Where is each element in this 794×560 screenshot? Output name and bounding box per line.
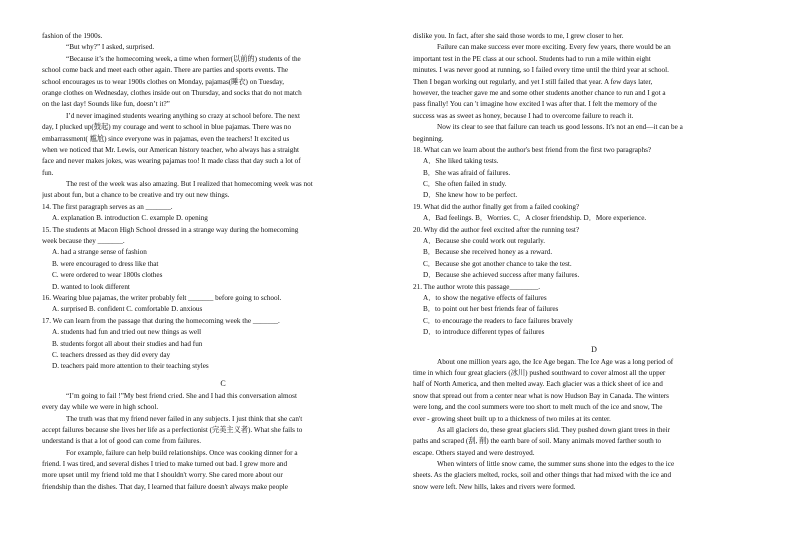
passage-line: About one million years ago, the Ice Age began. The Ice Age was a long period of xyxy=(437,357,674,366)
passage-line: however, the teacher gave me and some other students another chance to run and I got a xyxy=(413,88,666,97)
answer-option: A．She liked taking tests. xyxy=(423,157,499,166)
passage-line: Then I began working out regularly, and yet I still failed that year. A few days later, xyxy=(413,77,653,86)
answer-option: B．Because she received honey as a reward. xyxy=(423,248,553,257)
answer-option: D. wanted to look different xyxy=(52,282,130,291)
passage-line: embarrassment( 尴尬) since everyone was in pajamas, even the teachers! It excited us xyxy=(42,134,290,143)
passage-line: more upset until my friend told me that I shouldn't worry. She cared more about our xyxy=(42,471,283,480)
passage-line: accept failures because she lives her life as a perfectionist (完美主义者). What she fails to xyxy=(42,425,303,434)
answer-option: B. students forgot all about their studies and had fun xyxy=(52,339,203,348)
passage-line: The rest of the week was also amazing. But I realized that homecoming week was not xyxy=(66,180,313,189)
section-heading: C xyxy=(220,378,226,388)
passage-line: dislike you. In fact, after she said those words to me, I grew closer to her. xyxy=(413,32,624,40)
answer-option: A. surprised B. confident C. comfortable D. anxious xyxy=(52,305,203,314)
passage-line: beginning. xyxy=(413,134,444,143)
passage-line: snow were left. New hills, lakes and rivers were formed. xyxy=(413,482,576,491)
passage-line: As all glaciers do, these great glaciers slid. They pushed down giant trees in their xyxy=(437,425,670,434)
section-heading: D xyxy=(591,344,597,354)
passage-line: sheets. As the glaciers melted, rocks, soil and other things that had mixed with the ice and xyxy=(413,471,672,480)
left-column xyxy=(42,31,404,493)
passage-line: friend. I was tired, and several dishes I tried to make turned out bad. I grew more and xyxy=(42,460,288,469)
question-stem: 14. The first paragraph serves as an _______. xyxy=(42,202,173,211)
question-stem: 15. The students at Macon High School dressed in a strange way during the homecoming xyxy=(42,225,299,234)
passage-line: orange clothes on Wednesday, clothes inside out on Thursday, and socks that do not match xyxy=(42,88,302,97)
question-stem: 19. What did the author finally get from a failed cooking? xyxy=(413,202,580,211)
passage-line: pass finally! You can 't imagine how excited I was after that. I felt the memory of the xyxy=(413,100,657,109)
answer-option: B．to point out her best friends fear of failures xyxy=(423,305,559,314)
answer-option: A. explanation B. introduction C. example D. opening xyxy=(52,214,208,223)
passage-line: paths and scraped (刮, 削) the earth bare of soil. Many animals moved farther south to xyxy=(413,437,662,446)
passage-line: success was as sweet as honey, because I had to overcome failure to reach it. xyxy=(413,111,634,120)
passage-line: fun. xyxy=(42,168,54,177)
answer-option: A．Because she could work out regularly. xyxy=(423,237,546,246)
question-stem: 20. Why did the author feel excited after the running test? xyxy=(413,225,580,234)
passage-line: every day while we were in high school. xyxy=(42,403,159,412)
answer-option: A. students had fun and tried out new things as well xyxy=(52,328,202,337)
answer-option: C．She often failed in study. xyxy=(423,180,507,189)
passage-line: time in which four great glaciers (冰川) pushed southward to cover almost all the upper xyxy=(413,368,666,377)
passage-line: ever - growing sheet built up to a thickness of two miles at its center. xyxy=(413,414,611,423)
answer-option: A. had a strange sense of fashion xyxy=(52,248,147,257)
passage-line: were long, and the cool summers were too short to melt much of the ice and snow, The xyxy=(413,403,663,412)
passage-line: escape. Others stayed and were destroyed. xyxy=(413,448,535,457)
passage-line: Failure can make success ever more exciting. Every few years, there would be an xyxy=(437,43,671,52)
answer-option: B. were encouraged to dress like that xyxy=(52,259,159,268)
answer-option: A．Bad feelings. B．Worries. C．A closer friendship. D．More experience. xyxy=(423,214,647,223)
passage-line: important test in the PE class at our school. Students had to run a mile within eight xyxy=(413,54,651,63)
passage-line: day, I plucked up(鼓起) my courage and went to school in blue pajamas. There was no xyxy=(42,123,292,132)
passage-line: “But why?” I asked, surprised. xyxy=(66,43,155,52)
answer-option: C．Because she got another chance to take the test. xyxy=(423,259,572,268)
question-stem: 18. What can we learn about the author's best friend from the first two paragraphs? xyxy=(413,145,652,154)
passage-line: “I’m going to fail !”My best friend cried. She and I had this conversation almost xyxy=(66,391,297,400)
answer-option: D. teachers paid more attention to their teaching styles xyxy=(52,362,209,371)
passage-line: When winters of little snow came, the summer suns shone into the edges to the ice xyxy=(437,460,675,469)
passage-line: school come back and meet each other again. There are parties and sports events. The xyxy=(42,66,289,75)
answer-option: A．to show the negative effects of failures xyxy=(423,293,547,302)
passage-line: fashion of the 1900s. xyxy=(42,32,103,40)
passage-line: just about fun, but a chance to be creative and try out new things. xyxy=(42,191,230,200)
passage-line: For example, failure can help build relationships. Once was cooking dinner for a xyxy=(66,448,298,457)
passage-line: “Because it’s the homecoming week, a time when former(以前的) students of the xyxy=(66,54,301,63)
passage-line: when we noticed that Mr. Lewis, our American history teacher, who always has a straight xyxy=(42,145,299,154)
passage-line: face and never makes jokes, was wearing pajamas too! It made class that day such a lot of xyxy=(42,157,301,166)
passage-line: on the last day! Sounds like fun, doesn’t it?” xyxy=(42,100,170,109)
answer-option: C．to encourage the readers to face failures bravely xyxy=(423,316,573,325)
answer-option: D．to introduce different types of failures xyxy=(423,328,545,337)
passage-line: school encourages us to wear 1900s clothes on Monday, pajamas(睡衣) on Tuesday, xyxy=(42,77,285,86)
passage-line: half of North America, and then melted away. Each glacier was a thick sheet of ice and xyxy=(413,380,663,389)
passage-line: snow that spread out from a center near what is now Hudson Bay in Canada. The winters xyxy=(413,391,669,400)
passage-line: Now its clear to see that failure can teach us good lessons. It's not an end—it can be a xyxy=(437,123,683,132)
answer-option: D．She knew how to be perfect. xyxy=(423,191,518,200)
passage-line: I’d never imagined students wearing anything so crazy at school before. The next xyxy=(66,111,300,120)
answer-option: C. teachers dressed as they did every day xyxy=(52,350,171,359)
passage-line: minutes. I was never good at running, so I failed every time until the third year at school. xyxy=(413,66,669,75)
question-stem: 17. We can learn from the passage that during the homecoming week the _______. xyxy=(42,316,280,325)
passage-line: understand is that a lot of good can come from failures. xyxy=(42,437,202,446)
question-stem: week because they _______. xyxy=(42,237,125,246)
question-stem: 16. Wearing blue pajamas, the writer probably felt _______ before going to school. xyxy=(42,293,282,302)
question-stem: 21. The author wrote this passage________. xyxy=(413,282,541,291)
answer-option: D．Because she achieved success after many failures. xyxy=(423,271,580,280)
right-column xyxy=(413,31,775,493)
answer-option: C. were ordered to wear 1800s clothes xyxy=(52,271,163,280)
answer-option: B．She was afraid of failures. xyxy=(423,168,511,177)
passage-line: friendship than the dishes. That day, I learned that failure doesn't always make people xyxy=(42,482,288,491)
passage-line: The truth was that my friend never failed in any subjects. I just think that she can't xyxy=(66,414,303,423)
